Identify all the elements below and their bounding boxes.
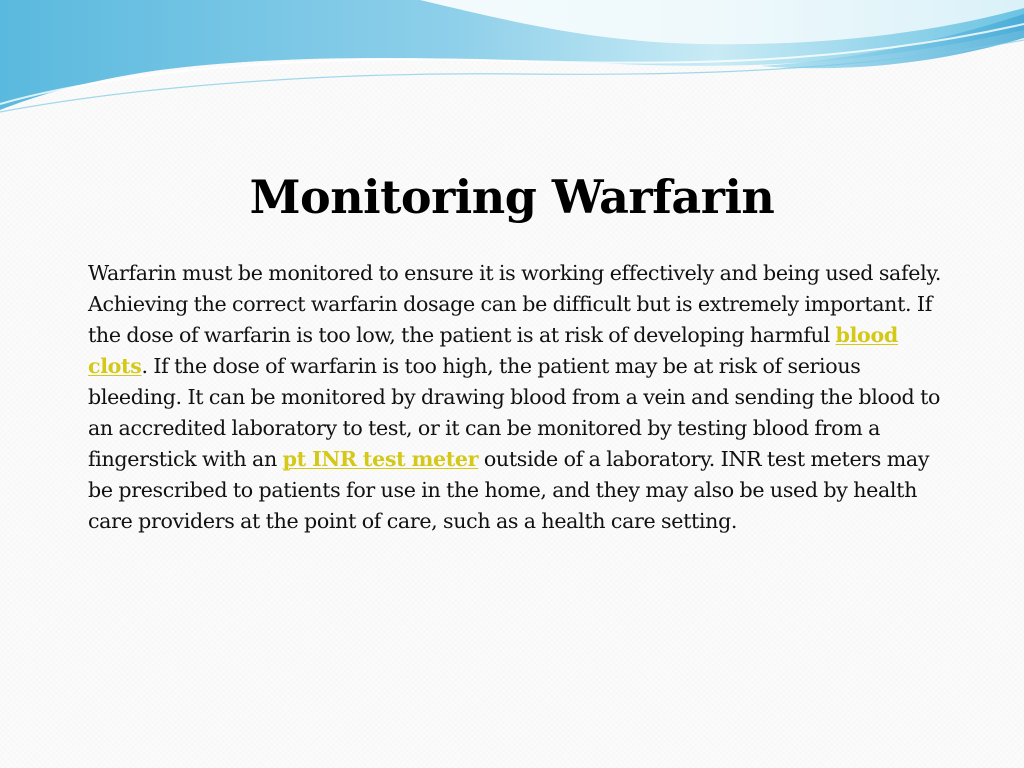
header-wave-decoration — [0, 0, 1024, 130]
body-paragraph — [88, 258, 944, 537]
slide-title: Monitoring Warfarin — [249, 170, 775, 224]
paragraph-text-2: . If the dose of warfarin is too high, the patient may be at risk of serious bleeding. It can be monitored by drawing blood from a vein and sending the blood to an accredited laboratory to test, or it can be monitored by testing blood from a fingerstick with an — [88, 354, 941, 471]
blood-clots-link[interactable]: blood clots — [88, 323, 898, 378]
paragraph-text-1: Warfarin must be monitored to ensure it is working effectively and being used safely. Achieving the correct warfarin dosage can be difficult but is extremely important. If the dose of warfarin is too low, the patient is at risk of developing harmful — [88, 261, 942, 347]
pt-inr-test-meter-link[interactable]: pt INR test meter — [282, 447, 479, 471]
paragraph-text-3: outside of a laboratory. INR test meters may be prescribed to patients for use in the home, and they may also be used by health care providers at the point of care, such as a health care setting. — [88, 447, 930, 533]
